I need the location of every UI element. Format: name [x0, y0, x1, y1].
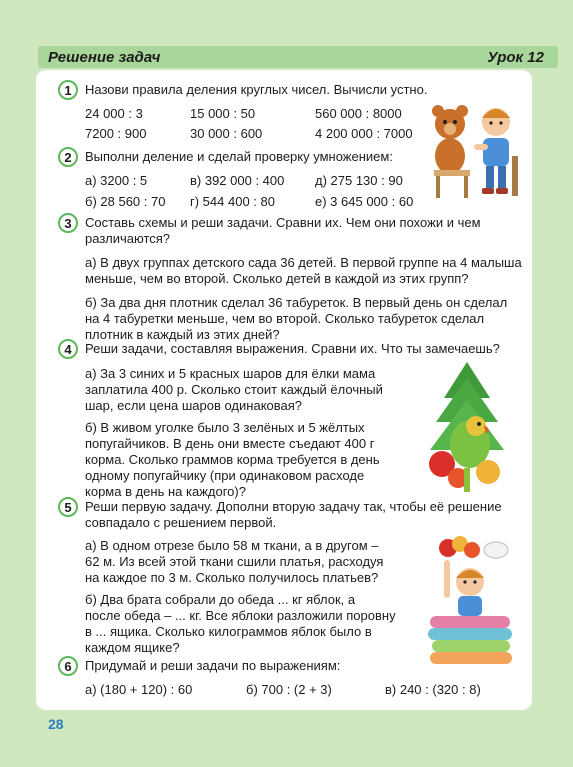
task3-prompt-line: различаются? — [85, 231, 171, 246]
task5-a-line: на каждое по 3 м. Сколько получилось платьев? — [85, 570, 379, 585]
task2-item: е) 3 645 000 : 60 — [315, 194, 414, 209]
task1-expr: 4 200 000 : 7000 — [315, 126, 413, 141]
task5-prompt-line: совпадало с решением первой. — [85, 515, 277, 530]
task-number-2: 2 — [58, 147, 78, 167]
task3-b-line: на 4 табуретки меньше, чем во второй. Сколько табуреток сделал — [85, 311, 485, 326]
task3-b-line: плотник в каждый из этих дней? — [85, 327, 280, 342]
task4-a-line: а) За 3 синих и 5 красных шаров для ёлки мама — [85, 366, 376, 381]
task1-expr: 30 000 : 600 — [190, 126, 263, 141]
task5-a-line: 62 м. Из всей этой ткани сшили платья, расходуя — [85, 554, 384, 569]
page-header — [38, 46, 558, 68]
task5-b-line: б) Два брата собрали до обеда ... кг яблок, а — [85, 592, 356, 607]
task3-a-line: меньше, чем во второй. Сколько детей в каждой из этих групп? — [85, 271, 469, 286]
task2-item: в) 392 000 : 400 — [190, 173, 285, 188]
task2-item: а) 3200 : 5 — [85, 173, 148, 188]
task-number-6: 6 — [58, 656, 78, 676]
christmas-tree-parrot-illustration — [418, 360, 516, 494]
task-number-4: 4 — [58, 339, 78, 359]
topic-title: Решение задач — [48, 48, 161, 66]
boy-apples-fabric-illustration — [420, 536, 520, 666]
task-number-1: 1 — [58, 80, 78, 100]
task2-item: г) 544 400 : 80 — [190, 194, 275, 209]
task4-a-line: шар, если цена шаров одинаковая? — [85, 398, 303, 413]
task4-b-line: одному попугайчику (при одинаковом расходе — [85, 468, 365, 483]
top-band — [0, 0, 573, 46]
task6-item: в) 240 : (320 : 8) — [385, 682, 481, 697]
task5-a-line: а) В одном отрезе было 58 м ткани, а в другом – — [85, 538, 379, 553]
page-number: 28 — [48, 716, 64, 732]
task2-prompt: Выполни деление и сделай проверку умножением: — [85, 149, 393, 164]
task2-item: д) 275 130 : 90 — [315, 173, 403, 188]
task2-item: б) 28 560 : 70 — [85, 194, 166, 209]
task-number-5: 5 — [58, 497, 78, 517]
task4-a-line: заплатила 400 р. Сколько стоит каждый ёлочный — [85, 382, 383, 397]
task3-prompt-line: Составь схемы и реши задачи. Сравни их. Чем они похожи и чем — [85, 215, 481, 230]
task-number-3: 3 — [58, 213, 78, 233]
task4-prompt: Реши задачи, составляя выражения. Сравни их. Что ты замечаешь? — [85, 341, 500, 356]
task1-expr: 24 000 : 3 — [85, 106, 143, 121]
task4-b-line: попугайчиков. В день они вместе съедают 400 г — [85, 436, 375, 451]
task6-item: б) 700 : (2 + 3) — [246, 682, 332, 697]
task1-expr: 7200 : 900 — [85, 126, 147, 141]
task1-expr: 15 000 : 50 — [190, 106, 256, 121]
task3-b-line: б) За два дня плотник сделал 36 табуреток. В первый день он сделал — [85, 295, 508, 310]
task6-item: а) (180 + 120) : 60 — [85, 682, 193, 697]
task4-b-line: б) В живом уголке было 3 зелёных и 5 жёлтых — [85, 420, 365, 435]
task1-expr: 560 000 : 8000 — [315, 106, 402, 121]
bear-and-boy-illustration — [428, 96, 526, 200]
task5-b-line: в ... ящика. Сколько килограммов яблок было в — [85, 624, 372, 639]
task5-prompt-line: Реши первую задачу. Дополни вторую задачу так, чтобы её решение — [85, 499, 502, 514]
lesson-title: Урок 12 — [487, 48, 544, 66]
task6-prompt: Придумай и реши задачи по выражениям: — [85, 658, 341, 673]
task1-prompt: Назови правила деления круглых чисел. Вычисли устно. — [85, 82, 428, 97]
task3-a-line: а) В двух группах детского сада 36 детей. В первой группе на 4 малыша — [85, 255, 522, 270]
task5-b-line: каждом ящике? — [85, 640, 180, 655]
task5-b-line: после обеда – ... кг. Все яблоки разложили поровну — [85, 608, 396, 623]
task4-b-line: корма. Сколько граммов корма требуется в день — [85, 452, 380, 467]
task4-b-line: корма в день на каждого)? — [85, 484, 246, 499]
